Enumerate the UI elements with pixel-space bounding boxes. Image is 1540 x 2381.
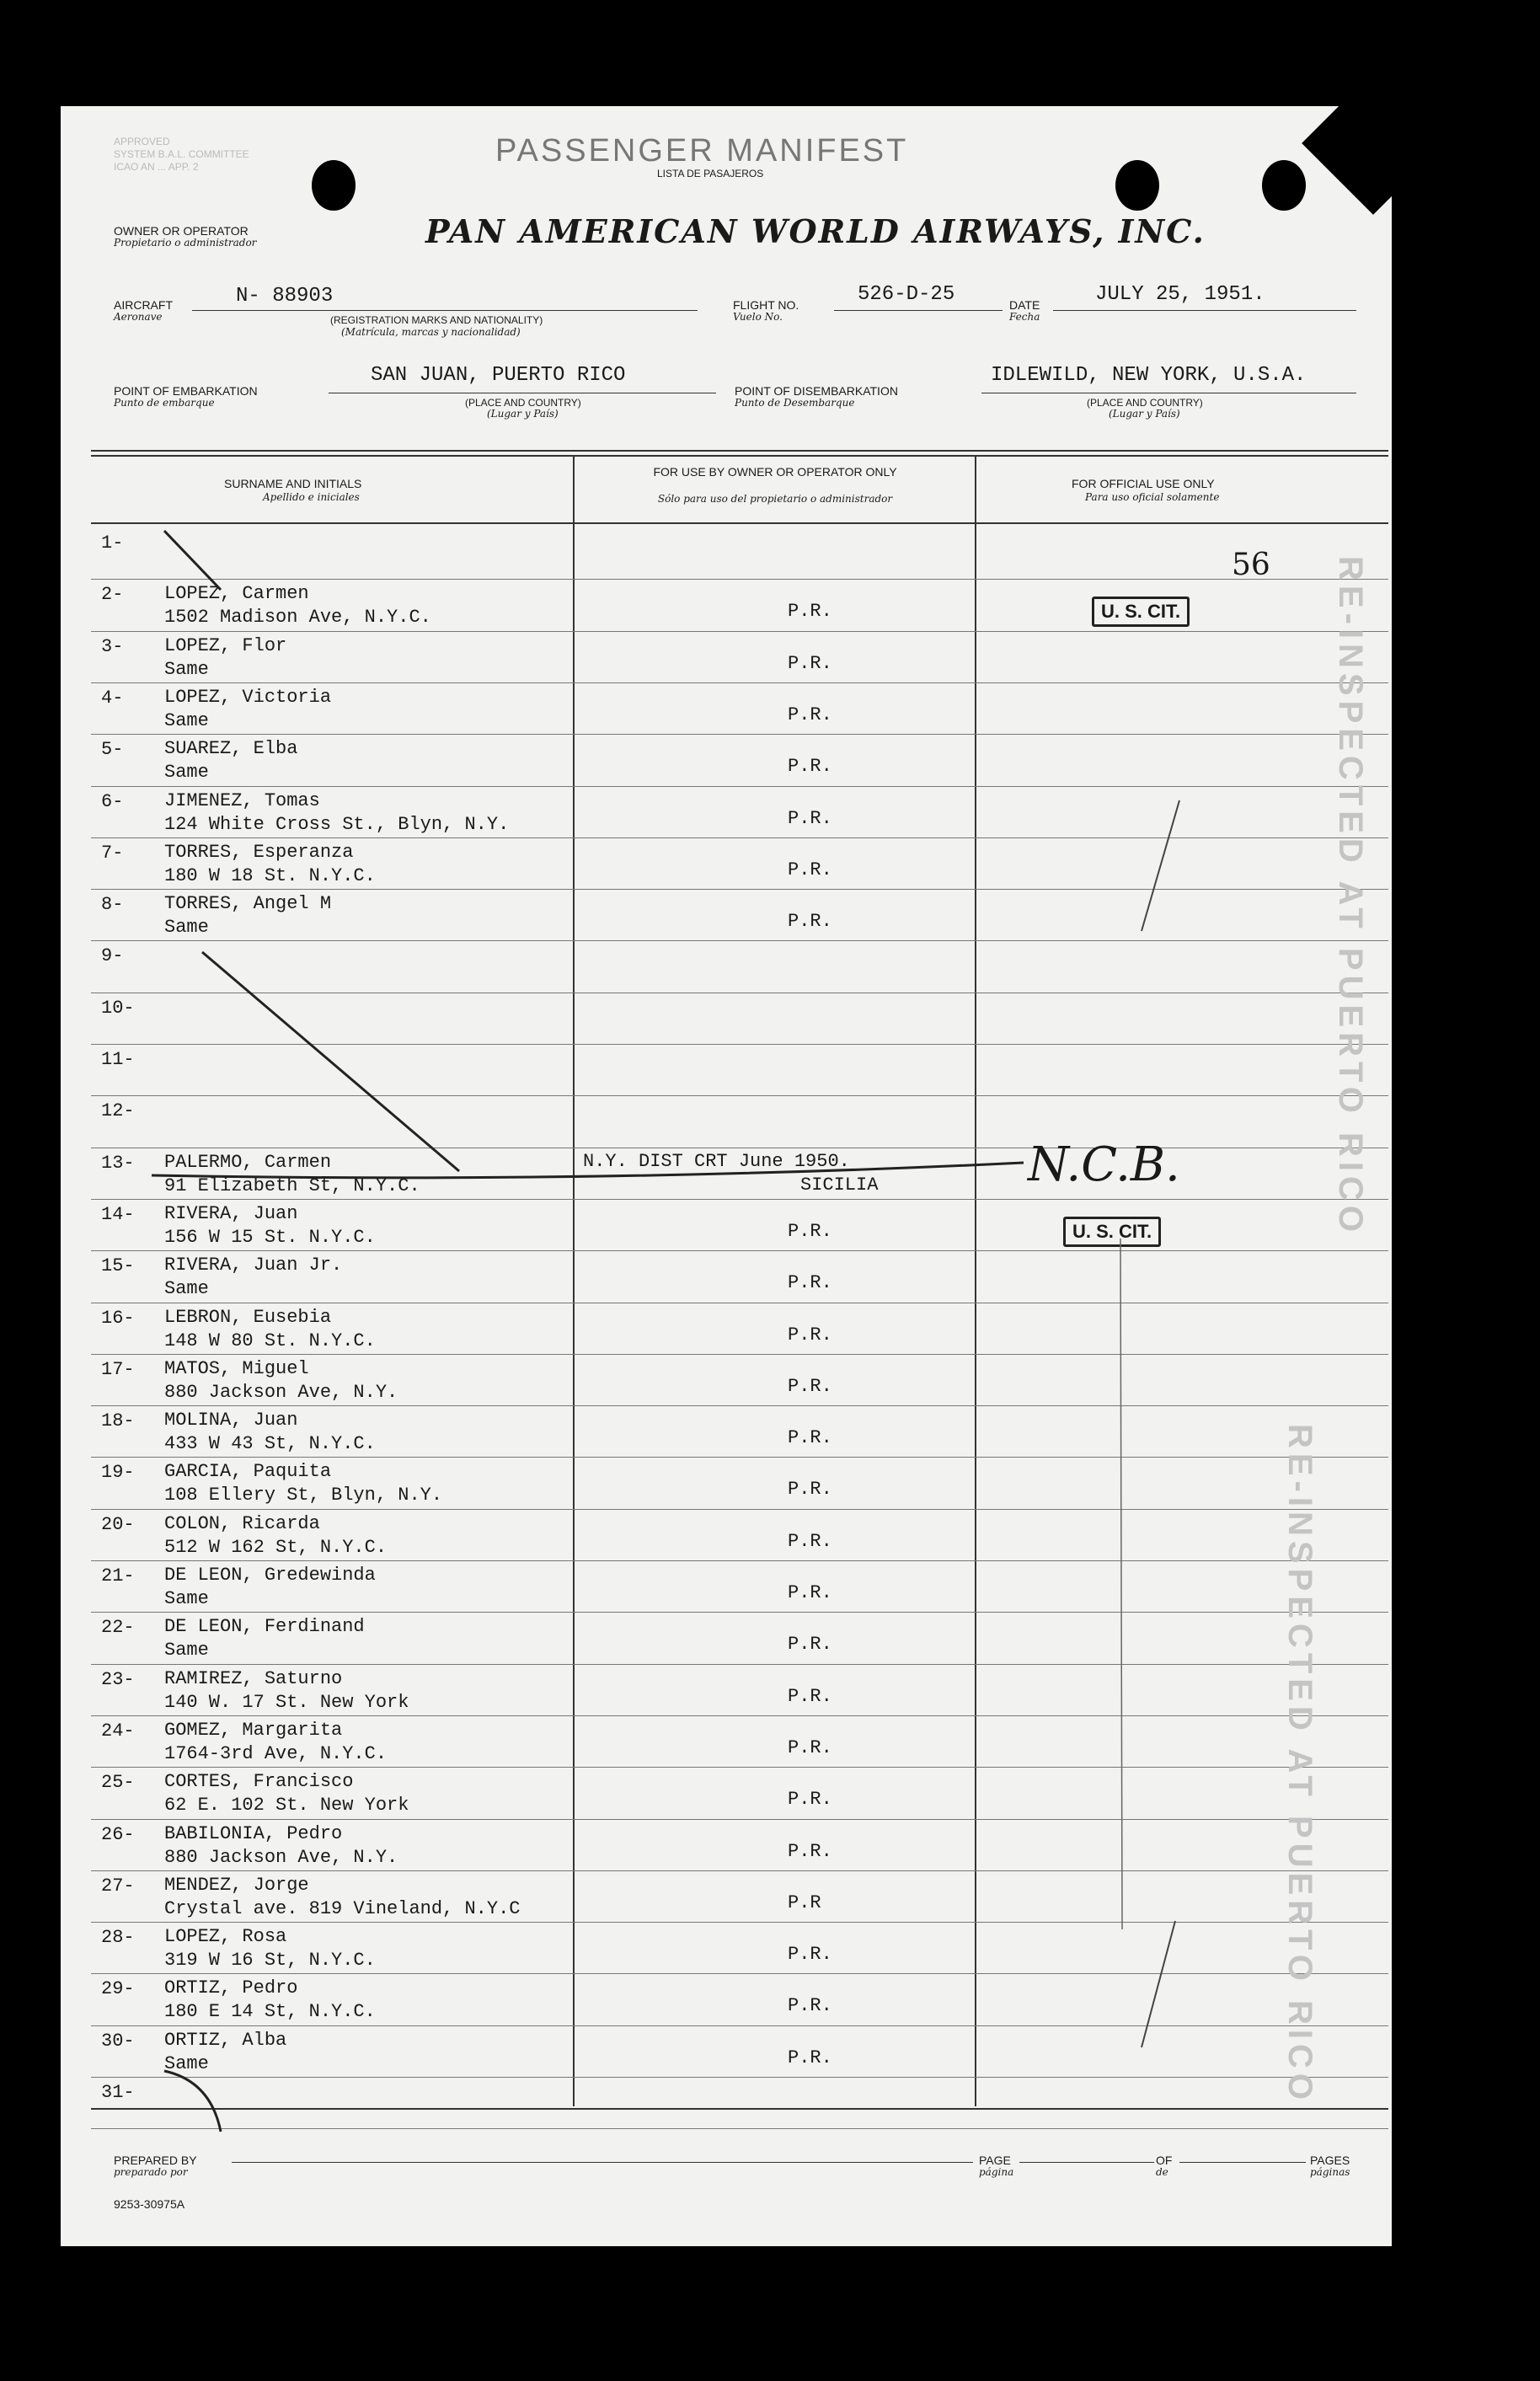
passenger-name: RAMIREZ, Saturno <box>164 1667 343 1689</box>
passenger-name: LOPEZ, Rosa <box>164 1926 287 1948</box>
passenger-name: CORTES, Francisco <box>164 1771 354 1793</box>
row-number: 14- <box>101 1203 135 1225</box>
col-header-official-es: Para uso oficial solamente <box>1085 491 1220 503</box>
disembark-value: IDLEWILD, NEW YORK, U.S.A. <box>991 364 1307 387</box>
row-number: 31- <box>101 2082 135 2103</box>
row-number: 4- <box>101 687 124 709</box>
flight-value: 526-D-25 <box>858 283 955 306</box>
passenger-name: GOMEZ, Margarita <box>164 1719 343 1741</box>
handwritten-ncb: N.C.B. <box>1028 1137 1180 1192</box>
col-header-owner-es: Sólo para uso del propietario o administrador <box>657 493 893 505</box>
owner-use-value: P.R. <box>788 859 832 880</box>
passenger-address: Same <box>164 1278 209 1300</box>
approval-line-3: ICAO AN ... APP. 2 <box>114 161 199 173</box>
aircraft-value: N- 88903 <box>236 285 334 308</box>
flight-label: FLIGHT NO. <box>733 298 799 312</box>
passenger-address: Crystal ave. 819 Vineland, N.Y.C <box>164 1897 521 1919</box>
passenger-name: TORRES, Angel M <box>164 893 332 915</box>
passenger-name: LOPEZ, Carmen <box>164 583 309 605</box>
row-number: 16- <box>101 1307 135 1329</box>
approval-line-2: SYSTEM B.A.L. COMMITTEE <box>114 148 249 160</box>
pages-label: PAGES <box>1310 2154 1350 2167</box>
col-header-name-es: Apellido e iniciales <box>263 491 360 503</box>
row-number: 15- <box>101 1255 135 1277</box>
disembark-label: POINT OF DISEMBARKATION <box>735 384 898 398</box>
of-label: OF <box>1156 2154 1173 2167</box>
of-underline <box>1179 2162 1306 2163</box>
owner-use-value: N.Y. DIST CRT June 1950. <box>583 1150 850 1172</box>
passenger-name: PALERMO, Carmen <box>164 1151 332 1173</box>
page-number-annotation: 56 <box>1232 548 1270 582</box>
passenger-name: LOPEZ, Victoria <box>164 686 332 708</box>
passenger-name: LOPEZ, Flor <box>164 634 287 656</box>
row-number: 8- <box>101 894 124 916</box>
passenger-address: Same <box>164 709 209 731</box>
passenger-address: Same <box>164 1588 209 1609</box>
approval-line-1: APPROVED <box>114 136 170 147</box>
row-number: 20- <box>101 1513 135 1535</box>
page-label: PAGE <box>979 2154 1011 2167</box>
page-underline <box>1019 2162 1154 2163</box>
row-number: 23- <box>101 1668 135 1690</box>
owner-use-value: P.R. <box>788 911 832 933</box>
owner-use-note: SICILIA <box>800 1174 879 1196</box>
disembark-label-es: Punto de Desembarque <box>735 397 855 409</box>
strike-line-row13 <box>152 1163 1024 1178</box>
owner-use-value: P.R. <box>788 652 832 674</box>
embark-caption-es: (Lugar y País) <box>487 408 559 420</box>
aircraft-label: AIRCRAFT <box>114 298 173 312</box>
row-number: 24- <box>101 1720 135 1742</box>
disembark-caption: (PLACE AND COUNTRY) <box>1087 397 1203 409</box>
passenger-address: 62 E. 102 St. New York <box>164 1795 409 1817</box>
prepared-by-label: PREPARED BY <box>114 2154 197 2167</box>
row-number: 17- <box>101 1358 135 1380</box>
owner-use-value: P.R. <box>788 1685 832 1707</box>
passenger-address: Same <box>164 1640 209 1661</box>
passenger-address: Same <box>164 917 209 939</box>
passenger-name: GARCIA, Paquita <box>164 1461 332 1483</box>
passenger-name: RIVERA, Juan Jr. <box>164 1255 343 1276</box>
manifest-title-es: LISTA DE PASAJEROS <box>657 168 764 179</box>
passenger-address: 156 W 15 St. N.Y.C. <box>164 1226 376 1248</box>
row-number: 11- <box>101 1049 135 1070</box>
reinspected-stamp-top: RE-INSPECTED AT PUERTO RICO <box>1332 556 1369 1237</box>
passenger-name: DE LEON, Ferdinand <box>164 1616 365 1638</box>
owner-use-value: P.R <box>788 1891 821 1913</box>
row-number: 12- <box>101 1100 135 1122</box>
row-number: 18- <box>101 1410 135 1432</box>
check-line-2 <box>1142 1921 1175 2047</box>
embark-value: SAN JUAN, PUERTO RICO <box>371 364 626 387</box>
passenger-address: Same <box>164 658 209 680</box>
passenger-address: 880 Jackson Ave, N.Y. <box>164 1846 398 1868</box>
owner-use-value: P.R. <box>788 1530 832 1552</box>
pages-label-es: páginas <box>1310 2166 1350 2178</box>
date-label: DATE <box>1009 298 1040 312</box>
owner-use-value: P.R. <box>788 1634 832 1656</box>
row-number: 7- <box>101 842 124 864</box>
passenger-address: 1764-3rd Ave, N.Y.C. <box>164 1742 388 1764</box>
owner-label: OWNER OR OPERATOR <box>114 224 249 238</box>
page-label-es: página <box>979 2166 1014 2178</box>
row-number: 1- <box>101 532 124 554</box>
registration-caption: (REGISTRATION MARKS AND NATIONALITY) <box>330 314 543 326</box>
passenger-name: TORRES, Esperanza <box>164 841 354 863</box>
passenger-name: MATOS, Miguel <box>164 1357 309 1379</box>
owner-use-value: P.R. <box>788 2047 832 2068</box>
owner-use-value: P.R. <box>788 1479 832 1501</box>
owner-use-value: P.R. <box>788 1944 832 1966</box>
owner-use-value: P.R. <box>788 1995 832 2017</box>
flight-label-es: Vuelo No. <box>733 311 783 323</box>
embark-caption: (PLACE AND COUNTRY) <box>465 397 581 409</box>
passenger-name: COLON, Ricarda <box>164 1512 320 1534</box>
strike-mark-row1 <box>164 531 221 590</box>
date-value: JULY 25, 1951. <box>1095 283 1265 306</box>
registration-caption-es: (Matrícula, marcas y nacionalidad) <box>341 326 521 338</box>
owner-use-value: P.R. <box>788 756 832 778</box>
passenger-address: 124 White Cross St., Blyn, N.Y. <box>164 813 510 835</box>
owner-use-value: P.R. <box>788 1789 832 1811</box>
passenger-address: Same <box>164 762 209 784</box>
owner-use-value: P.R. <box>788 704 832 725</box>
check-line-1 <box>1142 800 1179 931</box>
owner-use-value: P.R. <box>788 1736 832 1758</box>
passenger-address: 880 Jackson Ave, N.Y. <box>164 1381 398 1403</box>
passenger-name: ORTIZ, Pedro <box>164 1977 298 1999</box>
form-number: 9253-30975A <box>114 2197 185 2211</box>
of-label-es: de <box>1156 2166 1168 2178</box>
passenger-name: BABILONIA, Pedro <box>164 1822 343 1844</box>
row-number: 10- <box>101 997 135 1019</box>
passenger-address: 148 W 80 St. N.Y.C. <box>164 1330 376 1351</box>
vertical-tick-line <box>1120 1239 1122 1929</box>
row-number: 9- <box>101 945 124 967</box>
passenger-name: MENDEZ, Jorge <box>164 1874 309 1896</box>
strike-mark-row31 <box>164 2071 221 2132</box>
passenger-name: SUAREZ, Elba <box>164 738 298 760</box>
prepared-by-label-es: preparado por <box>114 2166 188 2178</box>
passenger-address: 140 W. 17 St. New York <box>164 1691 409 1713</box>
embark-label-es: Punto de embarque <box>114 397 215 409</box>
reinspected-stamp-bottom: RE-INSPECTED AT PUERTO RICO <box>1281 1424 1318 2105</box>
owner-use-value: P.R. <box>788 807 832 829</box>
owner-use-value: P.R. <box>788 601 832 623</box>
owner-use-value: P.R. <box>788 1220 832 1242</box>
row-number: 26- <box>101 1823 135 1845</box>
row-number: 25- <box>101 1772 135 1794</box>
col-header-owner: FOR USE BY OWNER OR OPERATOR ONLY <box>653 465 897 479</box>
date-label-es: Fecha <box>1009 311 1040 323</box>
passenger-address: 319 W 16 St, N.Y.C. <box>164 1950 376 1972</box>
strike-mark-empty-rows <box>202 952 459 1171</box>
row-number: 29- <box>101 1978 135 2000</box>
row-number: 6- <box>101 790 124 812</box>
owner-use-value: P.R. <box>788 1840 832 1862</box>
row-number: 5- <box>101 739 124 761</box>
row-number: 22- <box>101 1617 135 1639</box>
row-number: 28- <box>101 1927 135 1949</box>
passenger-name: DE LEON, Gredewinda <box>164 1565 376 1586</box>
passenger-name: MOLINA, Juan <box>164 1410 298 1431</box>
owner-use-value: P.R. <box>788 1427 832 1449</box>
passenger-address: 91 Elizabeth St, N.Y.C. <box>164 1174 420 1196</box>
passenger-address: 433 W 43 St, N.Y.C. <box>164 1433 376 1455</box>
owner-use-value: P.R. <box>788 1272 832 1294</box>
passenger-name: JIMENEZ, Tomas <box>164 789 320 811</box>
row-number: 13- <box>101 1152 135 1174</box>
passenger-address: 1502 Madison Ave, N.Y.C. <box>164 607 431 629</box>
passenger-address: 512 W 162 St, N.Y.C. <box>164 1536 388 1558</box>
passenger-name: RIVERA, Juan <box>164 1202 298 1224</box>
row-number: 30- <box>101 2030 135 2052</box>
owner-name: PAN AMERICAN WORLD AIRWAYS, INC. <box>425 212 1206 250</box>
owner-use-value: P.R. <box>788 1324 832 1346</box>
row-number: 27- <box>101 1875 135 1897</box>
passenger-address: Same <box>164 2052 209 2074</box>
us-citizen-stamp-1: U. S. CIT. <box>1092 597 1190 627</box>
us-citizen-stamp-2: U. S. CIT. <box>1063 1217 1161 1247</box>
passenger-address: 180 E 14 St, N.Y.C. <box>164 2001 376 2023</box>
passenger-address: 108 Ellery St, Blyn, N.Y. <box>164 1485 443 1506</box>
passenger-name: ORTIZ, Alba <box>164 2029 287 2051</box>
col-header-official: FOR OFFICIAL USE ONLY <box>1072 477 1215 490</box>
manifest-title: PASSENGER MANIFEST <box>495 133 909 169</box>
aircraft-label-es: Aeronave <box>114 311 163 323</box>
disembark-caption-es: (Lugar y País) <box>1109 408 1180 420</box>
row-number: 3- <box>101 635 124 657</box>
row-number: 21- <box>101 1565 135 1586</box>
row-number: 2- <box>101 584 124 606</box>
owner-label-es: Propietario o administrador <box>114 237 257 249</box>
prepared-by-underline <box>232 2162 973 2163</box>
col-header-name: SURNAME AND INITIALS <box>224 477 362 490</box>
owner-use-value: P.R. <box>788 1375 832 1397</box>
owner-use-value: P.R. <box>788 1582 832 1603</box>
embark-label: POINT OF EMBARKATION <box>114 384 258 398</box>
row-number: 19- <box>101 1462 135 1484</box>
passenger-name: LEBRON, Eusebia <box>164 1306 332 1328</box>
passenger-address: 180 W 18 St. N.Y.C. <box>164 864 376 886</box>
